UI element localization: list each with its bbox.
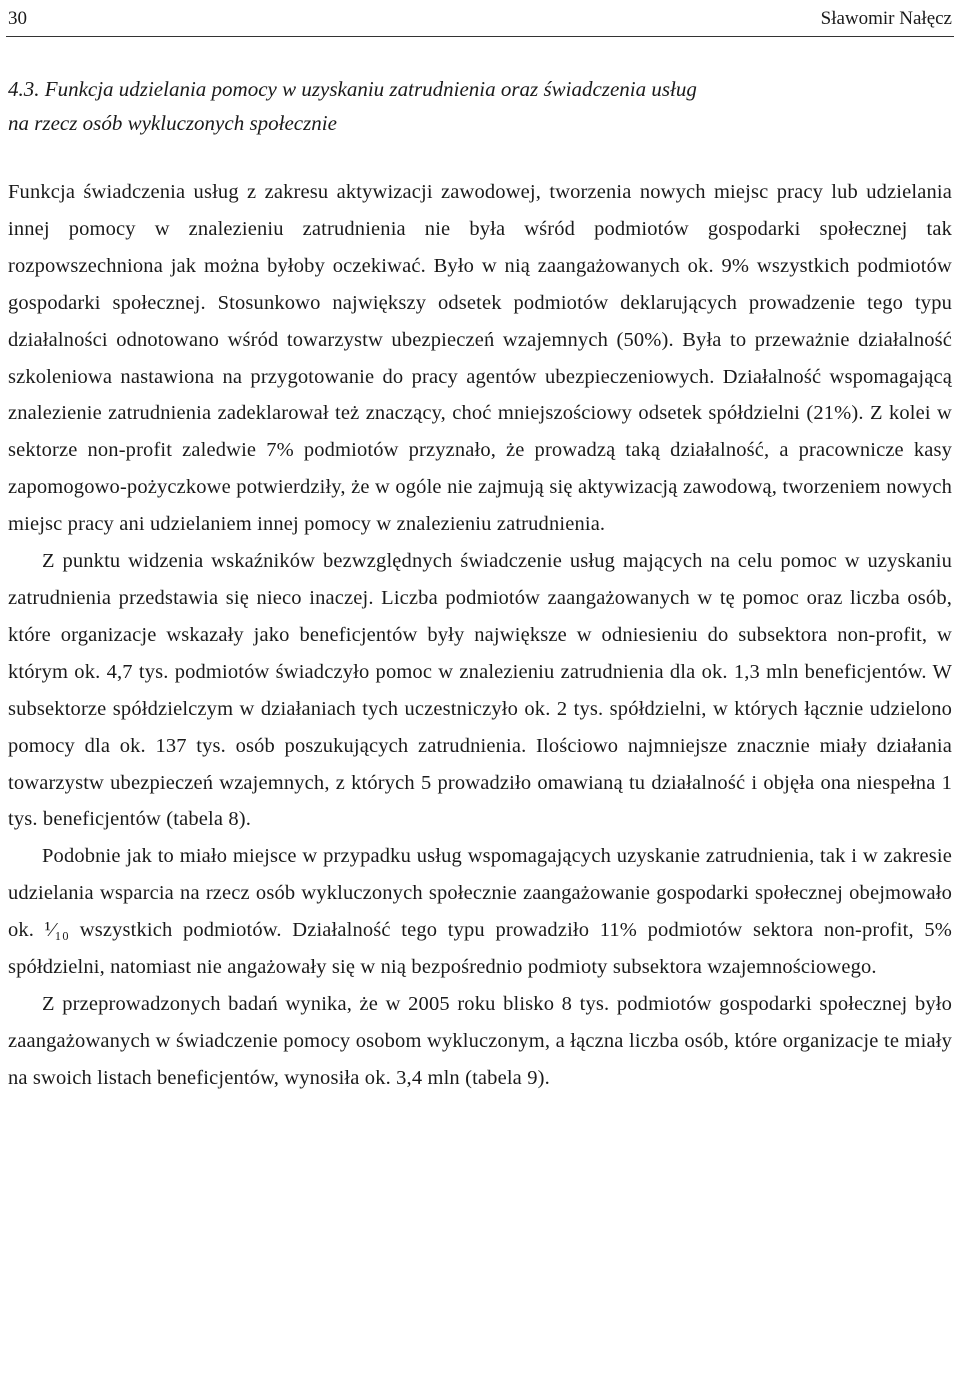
paragraph-2: Z punktu widzenia wskaźników bezwzględnych świadczenie usług mających na celu pomoc w uzyskaniu zatrudnienia przedstawia się nieco inaczej. Liczba podmiotów zaangażowanych w tę pomoc oraz liczba osób, które organizacje wskazały jako beneficjentów były największe w odniesieniu do subsektora non-profit, w którym ok. 4,7 tys. podmiotów świadczyło pomoc w znalezieniu zatrudnienia dla ok. 1,3 mln beneficjentów. W subsektorze spółdzielczym w działaniach tych uczestniczyło ok. 2 tys. spółdzielni, w których łącznie udzielono pomocy dla ok. 137 tys. osób poszukujących zatrudnienia. Ilościowo najmniejsze znacznie miały działania towarzystw ubezpieczeń wzajemnych, z których 5 prowadziło omawianą tu działalność i objęła ona niespełna 1 tys. beneficjentów (tabela 8). [8,550,952,831]
paragraph-3: Podobnie jak to miało miejsce w przypadku usług wspomagających uzyskanie zatrudnienia, tak i w zakresie udzielania wsparcia na rzecz osób wykluczonych społecznie zaangażowanie gospodarki społecznej obejmowało ok. ¹⁄₁₀ wszystkich podmiotów. Działalność tego typu prowadziło 11% podmiotów sektora non-profit, 5% spółdzielni, natomiast nie angażowały się w nią bezpośrednio podmioty subsektora wzajemnościowego. [8,845,952,979]
header-rule [6,36,954,37]
body-text [8,174,952,1097]
section-heading-line-1: 4.3. Funkcja udzielania pomocy w uzyskaniu zatrudnienia oraz świadczenia usług [8,77,697,101]
section-heading-line-2: na rzecz osób wykluczonych społecznie [8,111,337,135]
paragraph-1: Funkcja świadczenia usług z zakresu aktywizacji zawodowej, tworzenia nowych miejsc pracy lub udzielania innej pomocy w znalezieniu zatrudnienia nie była wśród podmiotów gospodarki społecznej tak rozpowszechniona jak można byłoby oczekiwać. Było w nią zaangażowanych ok. 9% wszystkich podmiotów gospodarki społecznej. Stosunkowo największy odsetek podmiotów deklarujących prowadzenie tego typu działalności odnotowano wśród towarzystw ubezpieczeń wzajemnych (50%). Była to przeważnie działalność szkoleniowa nastawiona na przygotowanie do pracy agentów ubezpieczeniowych. Działalność wspomagającą znalezienie zatrudnienia zadeklarował też znaczący, choć mniejszościowy odsetek spółdzielni (21%). Z kolei w sektorze non-profit zaledwie 7% podmiotów przyznało, że prowadzą taką działalność, a pracownicze kasy zapomogowo-pożyczkowe potwierdziły, że w ogóle nie zajmują się aktywizacją zawodową, tworzeniem nowych miejsc pracy ani udzielaniem innej pomocy w znalezieniu zatrudnienia. [8,181,952,536]
paragraph-4: Z przeprowadzonych badań wynika, że w 2005 roku blisko 8 tys. podmiotów gospodarki społecznej było zaangażowanych w świadczenie pomocy osobom wykluczonym, a łączna liczba osób, które organizacje te miały na swoich listach beneficjentów, wynosiła ok. 3,4 mln (tabela 9). [8,992,952,1089]
running-header [8,4,952,34]
section-heading [8,72,908,140]
author-name: Sławomir Nałęcz [820,8,952,29]
page-number: 30 [8,8,27,29]
